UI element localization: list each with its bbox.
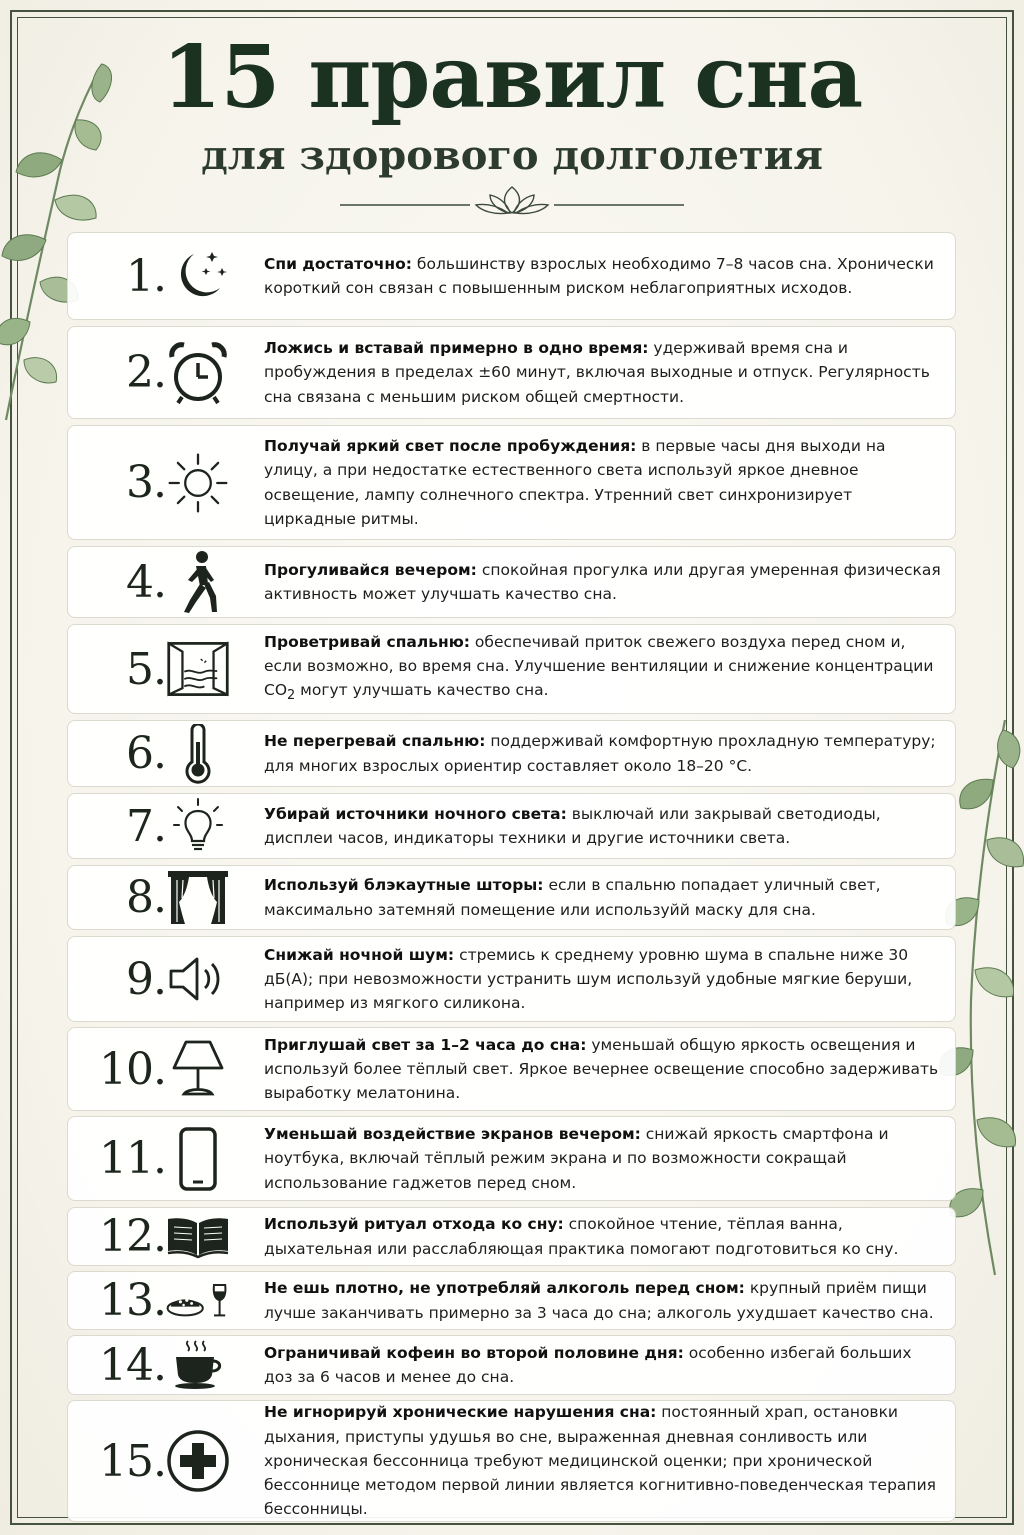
rule-1	[67, 232, 956, 320]
rule-icon-cell	[166, 547, 230, 617]
medical-cross-icon	[166, 1429, 230, 1493]
rule-number: 3.	[126, 457, 166, 508]
alarm-clock-icon	[166, 339, 230, 407]
rule-number: 12.	[99, 1211, 166, 1262]
rule-icon-cell	[166, 721, 230, 786]
rule-text: снижай яркость смартфона и ноутбука, включай тёплый режим экрана и по возможности сокращай использование гаджетов перед сном.	[264, 1125, 889, 1192]
rule-icon-cell	[166, 1117, 230, 1200]
rule-12	[67, 1207, 956, 1266]
rule-icon-cell	[166, 1336, 230, 1394]
rule-lead: Используй ритуал отхода ко сну:	[264, 1215, 564, 1234]
rule-icon-cell	[166, 1028, 230, 1110]
rule-number: 4.	[126, 556, 166, 608]
rule-subscript: 2	[287, 688, 296, 704]
rule-icon-cell	[166, 866, 230, 929]
moon-stars-icon	[166, 244, 230, 308]
rule-icon-cell	[166, 937, 230, 1021]
rule-number: 9.	[126, 953, 166, 1005]
rule-text: особенно избегай больших доз за 6 часов и менее до сна.	[264, 1343, 912, 1386]
rule-5	[67, 624, 956, 714]
rule-number: 13.	[99, 1275, 166, 1326]
rule-6	[67, 720, 956, 787]
rule-icon-cell	[166, 233, 230, 319]
rule-icon-cell	[166, 1208, 230, 1265]
lotus-divider-icon	[340, 183, 684, 219]
rule-text: обеспечивай приток свежего воздуха перед сном и, если возможно, во время сна. Улучшение вентиляции и снижение концентрации CO	[264, 632, 934, 700]
rule-lead: Прогуливайся вечером:	[264, 560, 477, 579]
thermometer-icon	[183, 724, 213, 784]
rule-number: 14.	[99, 1339, 166, 1391]
rule-lead: Проветривай спальню:	[264, 632, 470, 651]
rule-text: поддерживай комфортную прохладную температуру; для многих взрослых ориентир составляет около 18–20 °C.	[264, 732, 936, 775]
rule-number: 7.	[126, 800, 166, 852]
rule-number: 1.	[126, 250, 166, 302]
table-lamp-icon	[170, 1038, 226, 1100]
rule-7	[67, 793, 956, 859]
rule-lead: Ложись и вставай примерно в одно время:	[264, 339, 649, 358]
rule-13	[67, 1271, 956, 1330]
rule-lead: Не игнорируй хронические нарушения сна:	[264, 1403, 657, 1422]
food-and-wine-icon	[166, 1278, 230, 1324]
rule-text: стремись к среднему уровню шума в спальне ниже 30 дБ(A); при невозможности устранить шум используй удобные мягкие беруши, например из мягкого силикона.	[264, 945, 913, 1013]
open-book-icon	[166, 1215, 230, 1259]
rule-lead: Убирай источники ночного света:	[264, 804, 567, 823]
rule-icon-cell	[166, 327, 230, 418]
page-subtitle: для здорового долголетия	[201, 132, 823, 179]
rule-text: спокойная прогулка или другая умеренная физическая активность может улучшать качество сна.	[264, 560, 941, 603]
rule-number: 11.	[99, 1133, 166, 1184]
curtains-icon	[167, 870, 229, 926]
rule-text-continued: могут улучшать качество сна.	[295, 681, 549, 700]
rule-4	[67, 546, 956, 618]
walking-person-icon	[176, 550, 220, 614]
rule-text: выключай или закрывай светодиоды, дисплеи часов, индикаторы техники и другие источники света.	[264, 804, 881, 847]
rule-text: в первые часы дня выходи на улицу, а при недостатке естественного света используй яркое дневное освещение, лампу солнечного спектра. Утренний свет синхронизирует циркадные ритмы.	[264, 436, 886, 528]
rule-3	[67, 425, 956, 540]
speaker-icon	[167, 954, 229, 1004]
rule-lead: Ограничивай кофеин во второй половине дня:	[264, 1343, 684, 1362]
rule-number: 6.	[126, 728, 166, 779]
rule-number: 10.	[99, 1043, 166, 1095]
rule-number: 8.	[126, 872, 166, 923]
rule-number: 2.	[126, 347, 166, 398]
page-title: 15 правил сна	[161, 27, 863, 128]
rule-lead: Приглушай свет за 1–2 часа до сна:	[264, 1035, 587, 1054]
rule-text: если в спальню попадает уличный свет, максимально затемняй помещение или используйй маску для сна.	[264, 876, 881, 919]
rule-text: постоянный храп, остановки дыхания, приступы удушья во сне, выраженная дневная сонливость или хроническая бессонница требуют медицинской оценки; при хронической бессоннице методом первой линии является когнитивно-поведенческая терапия бессонницы.	[264, 1403, 936, 1519]
rule-lead: Снижай ночной шум:	[264, 945, 455, 964]
rule-8	[67, 865, 956, 930]
rule-lead: Не ешь плотно, не употребляй алкоголь перед сном:	[264, 1279, 745, 1298]
rule-number: 15.	[99, 1435, 166, 1487]
sun-icon	[166, 448, 230, 518]
rule-lead: Уменьшай воздействие экранов вечером:	[264, 1125, 641, 1144]
rule-lead: Используй блэкаутные шторы:	[264, 876, 544, 895]
rule-text: удерживай время сна и пробуждения в пределах ±60 минут, включая выходные и отпуск. Регулярность сна связана с меньшим риском общей смертности.	[264, 339, 930, 406]
rule-11	[67, 1116, 956, 1201]
smartphone-icon	[178, 1126, 218, 1192]
rule-9	[67, 936, 956, 1022]
rule-text: спокойное чтение, тёплая ванна, дыхательная или расслабляющая практика помогают подготовиться ко сну.	[264, 1215, 899, 1258]
rule-2	[67, 326, 956, 419]
rule-10	[67, 1027, 956, 1111]
rule-icon-cell	[166, 794, 230, 858]
rule-lead: Получай яркий свет после пробуждения:	[264, 436, 637, 455]
rule-text: уменьшай общую яркость освещения и используй более тёплый свет. Яркое вечернее освещение способно задерживать выработку мелатонина.	[264, 1035, 939, 1103]
rule-icon-cell	[166, 426, 230, 539]
rule-lead: Спи достаточно:	[264, 254, 412, 273]
rule-icon-cell	[166, 625, 230, 713]
rule-number: 5.	[126, 643, 166, 695]
rule-icon-cell	[166, 1401, 230, 1521]
rule-icon-cell	[166, 1272, 230, 1329]
rule-lead: Не перегревай спальню:	[264, 732, 486, 751]
rule-15	[67, 1400, 956, 1522]
rule-14	[67, 1335, 956, 1395]
rule-text: крупный приём пищи лучше заканчивать примерно за 3 часа до сна; алкоголь ухудшает качество сна.	[264, 1279, 934, 1322]
light-bulb-icon	[170, 797, 226, 855]
rule-text: большинству взрослых необходимо 7–8 часов сна. Хронически короткий сон связан с повышенным риском неблагоприятных исходов.	[264, 254, 934, 297]
coffee-cup-icon	[170, 1339, 226, 1391]
open-window-icon	[166, 638, 230, 700]
